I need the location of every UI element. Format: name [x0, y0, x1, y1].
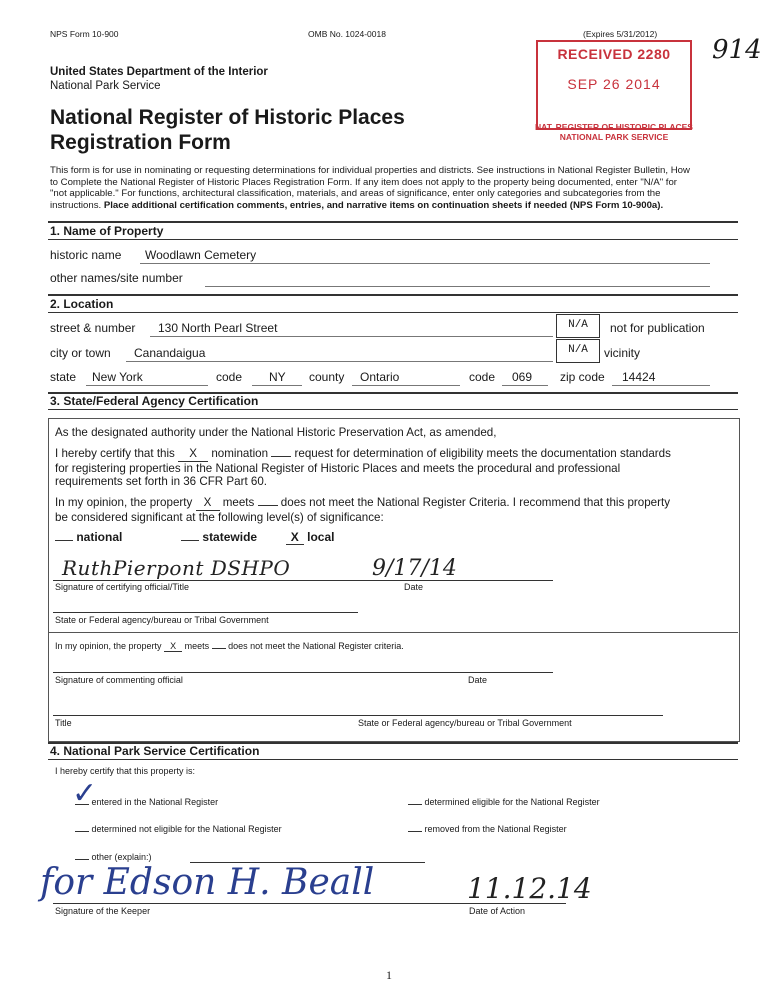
comment-statement: [55, 641, 404, 652]
opinion-text-c: does not meet the National Register Criteria. I recommend that this property: [280, 496, 671, 509]
action-date-handwritten: 11.12.14: [467, 872, 592, 905]
certify-statement: [55, 447, 735, 489]
stamp-line2: NATIONAL PARK SERVICE: [559, 132, 669, 142]
omb-number: OMB No. 1024-0018: [308, 29, 386, 39]
stamp-footer: [534, 122, 694, 142]
signature-date-label: Date: [404, 582, 424, 592]
state-code-label: code: [216, 370, 243, 384]
zip-label: zip code: [560, 370, 605, 384]
level-national[interactable]: national: [76, 530, 123, 544]
signature-certifying-label: Signature of certifying official/Title: [55, 582, 190, 592]
keeper-signature-label: Signature of the Keeper: [55, 906, 151, 916]
page-number: 1: [386, 968, 392, 982]
certify-text-b: nomination: [211, 447, 269, 460]
section-3-heading: 3. State/Federal Agency Certification: [50, 394, 259, 408]
instructions-paragraph: [50, 165, 736, 211]
level-statewide[interactable]: statewide: [202, 530, 258, 544]
section-4-heading: 4. National Park Service Certification: [50, 744, 260, 758]
opinion-text-a: In my opinion, the property: [55, 496, 193, 509]
vicinity-label: vicinity: [604, 346, 641, 360]
intro-line4: [50, 200, 736, 212]
level-local[interactable]: local: [307, 530, 335, 544]
opinion-line2: be considered significant at the following level(s) of significance:: [55, 510, 384, 524]
nps-intro: I hereby certify that this property is:: [55, 766, 196, 776]
certifying-date-handwritten: 9/17/14: [372, 556, 457, 581]
city-label: city or town: [50, 346, 111, 360]
agency-label: State or Federal agency/bureau or Tribal Government: [55, 615, 269, 625]
title-line1: National Register of Historic Places: [50, 106, 405, 129]
commenting-date-label: Date: [468, 675, 488, 685]
not-for-publication-box[interactable]: N/A: [556, 314, 600, 338]
option-not-eligible[interactable]: [75, 824, 282, 834]
authority-statement: As the designated authority under the National Historic Preservation Act, as amended,: [55, 426, 497, 439]
intro-line1: This form is for use in nominating or requesting determinations for individual properties and districts. See instructions in National Register Bulletin, How: [50, 165, 690, 176]
section-2-heading: 2. Location: [50, 297, 114, 311]
vicinity-box[interactable]: N/A: [556, 339, 600, 363]
action-date-label: Date of Action: [469, 906, 526, 916]
comment-text-c: does not meet the National Register criteria.: [228, 641, 404, 651]
option-removed[interactable]: [408, 824, 567, 834]
stamp-received: RECEIVED 2280: [557, 46, 671, 62]
title-line2: Registration Form: [50, 131, 231, 154]
certify-text-c: request for determination of eligibility meets the documentation standards: [294, 447, 671, 460]
comment-text-b: meets: [184, 641, 210, 651]
certify-text-a: I hereby certify that this: [55, 447, 175, 460]
stamp-line1: NAT. REGISTER OF HISTORIC PLACES: [535, 122, 693, 132]
page-mark-handwritten: 914: [712, 35, 762, 65]
title-agency-label: State or Federal agency/bureau or Tribal Government: [358, 718, 572, 728]
street-label: street & number: [50, 321, 136, 335]
page-title: [50, 105, 405, 155]
state-value[interactable]: New York: [92, 370, 143, 384]
county-code-value[interactable]: 069: [512, 370, 533, 384]
checkmark-icon: ✓: [72, 777, 98, 810]
state-code-value[interactable]: NY: [269, 370, 286, 384]
historic-name-value[interactable]: Woodlawn Cemetery: [145, 248, 257, 262]
stamp-date: SEP 26 2014: [567, 76, 661, 92]
department-name: United States Department of the Interior: [50, 66, 268, 78]
expiration-date: (Expires 5/31/2012): [583, 29, 658, 39]
nomination-mark[interactable]: X: [178, 447, 208, 462]
intro-line4-text: instructions.: [50, 199, 102, 211]
city-value[interactable]: Canandaigua: [134, 346, 206, 360]
level-local-mark[interactable]: X: [286, 530, 304, 545]
option-eligible-label: determined eligible for the National Register: [424, 797, 600, 807]
intro-line2: to Complete the National Register of Historic Places Registration Form. If any item does not apply to the property being documented, enter "N/A" for: [50, 176, 677, 188]
opinion-text-b: meets: [222, 496, 255, 509]
intro-line4-bold: Place additional certification comments, entries, and narrative items on continuation sheets if needed (NPS Form 10-900a).: [103, 199, 664, 211]
opinion-statement: [55, 496, 735, 524]
commenting-signature-label: Signature of commenting official: [55, 675, 183, 685]
section-1-heading: 1. Name of Property: [50, 224, 164, 238]
intro-line3: "not applicable." For functions, architectural classification, materials, and areas of significance, enter only categories and subcategories from the: [50, 188, 661, 199]
historic-name-label: historic name: [50, 248, 122, 262]
county-code-label: code: [469, 370, 496, 384]
county-label: county: [309, 370, 345, 384]
option-entered-label: entered in the National Register: [91, 797, 219, 807]
service-name: National Park Service: [50, 80, 161, 92]
comment-meets-mark[interactable]: X: [164, 641, 182, 652]
state-label: state: [50, 370, 77, 384]
option-other-label: other (explain:): [91, 852, 152, 862]
street-value[interactable]: 130 North Pearl Street: [158, 321, 278, 335]
title-label: Title: [55, 718, 72, 728]
meets-mark[interactable]: X: [196, 496, 220, 511]
county-value[interactable]: Ontario: [360, 370, 400, 384]
zip-value[interactable]: 14424: [622, 370, 656, 384]
not-for-publication-label: not for publication: [610, 321, 705, 335]
option-other[interactable]: [75, 852, 152, 862]
comment-text-a: In my opinion, the property: [55, 641, 162, 651]
certify-line2: for registering properties in the National Register of Historic Places and meets the procedural and professional: [55, 461, 621, 475]
option-removed-label: removed from the National Register: [424, 824, 567, 834]
option-eligible[interactable]: [408, 797, 600, 807]
certifying-signature: RuthPierpont DSHPO: [62, 556, 291, 580]
form-number: NPS Form 10-900: [50, 29, 119, 39]
certify-line3: requirements set forth in 36 CFR Part 60.: [55, 475, 267, 488]
received-stamp: [536, 40, 692, 130]
other-names-label: other names/site number: [50, 271, 183, 285]
option-not-eligible-label: determined not eligible for the National Register: [91, 824, 282, 834]
significance-levels: [55, 530, 334, 545]
keeper-signature: for Edson H. Beall: [40, 862, 375, 903]
option-entered[interactable]: [75, 797, 218, 807]
